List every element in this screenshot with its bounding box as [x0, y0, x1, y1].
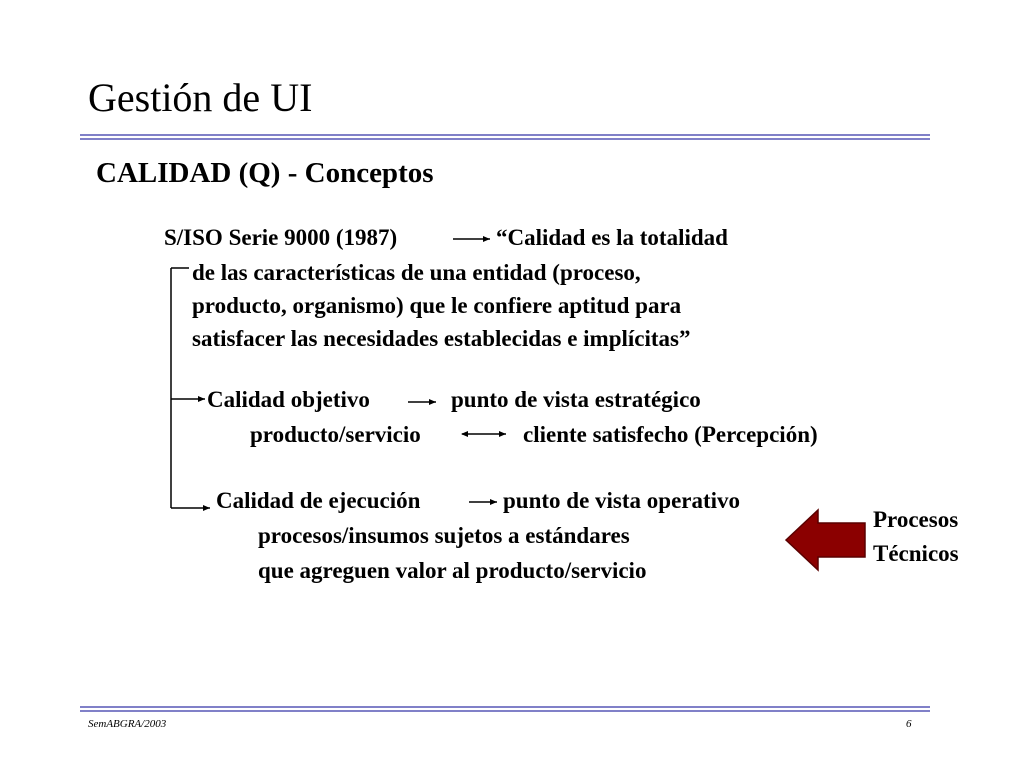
- footer-credit: SemABGRA/2003: [88, 718, 167, 730]
- footer-divider-bottom: [80, 710, 930, 712]
- slide-title: Gestión de UI: [88, 75, 313, 120]
- left-block-arrow-icon: [786, 510, 865, 570]
- objetivo-sub-left: producto/servicio: [250, 422, 421, 447]
- iso-quote-line-2: de las características de una entidad (proceso,: [192, 260, 641, 285]
- objetivo-sub-right: cliente satisfecho (Percepción): [523, 422, 818, 447]
- iso-quote-line-1: “Calidad es la totalidad: [496, 225, 728, 250]
- ejecucion-line-2: procesos/insumos sujetos a estándares: [258, 523, 630, 548]
- ejecucion-target: punto de vista operativo: [503, 488, 741, 513]
- objetivo-target: punto de vista estratégico: [451, 387, 701, 412]
- iso-quote-line-4: satisfacer las necesidades establecidas e implícitas”: [192, 326, 691, 351]
- callout-line-1: Procesos: [873, 507, 959, 532]
- iso-quote-line-3: producto, organismo) que le confiere aptitud para: [192, 293, 682, 318]
- slide-subtitle: CALIDAD (Q) - Conceptos: [96, 157, 434, 189]
- objetivo-label: Calidad objetivo: [207, 387, 370, 412]
- ejecucion-label: Calidad de ejecución: [216, 488, 421, 513]
- ejecucion-line-3: que agreguen valor al producto/servicio: [258, 558, 647, 583]
- footer-divider-top: [80, 706, 930, 708]
- iso-lead: S/ISO Serie 9000 (1987): [164, 225, 398, 250]
- page-number: 6: [906, 718, 912, 730]
- callout-line-2: Técnicos: [873, 541, 959, 566]
